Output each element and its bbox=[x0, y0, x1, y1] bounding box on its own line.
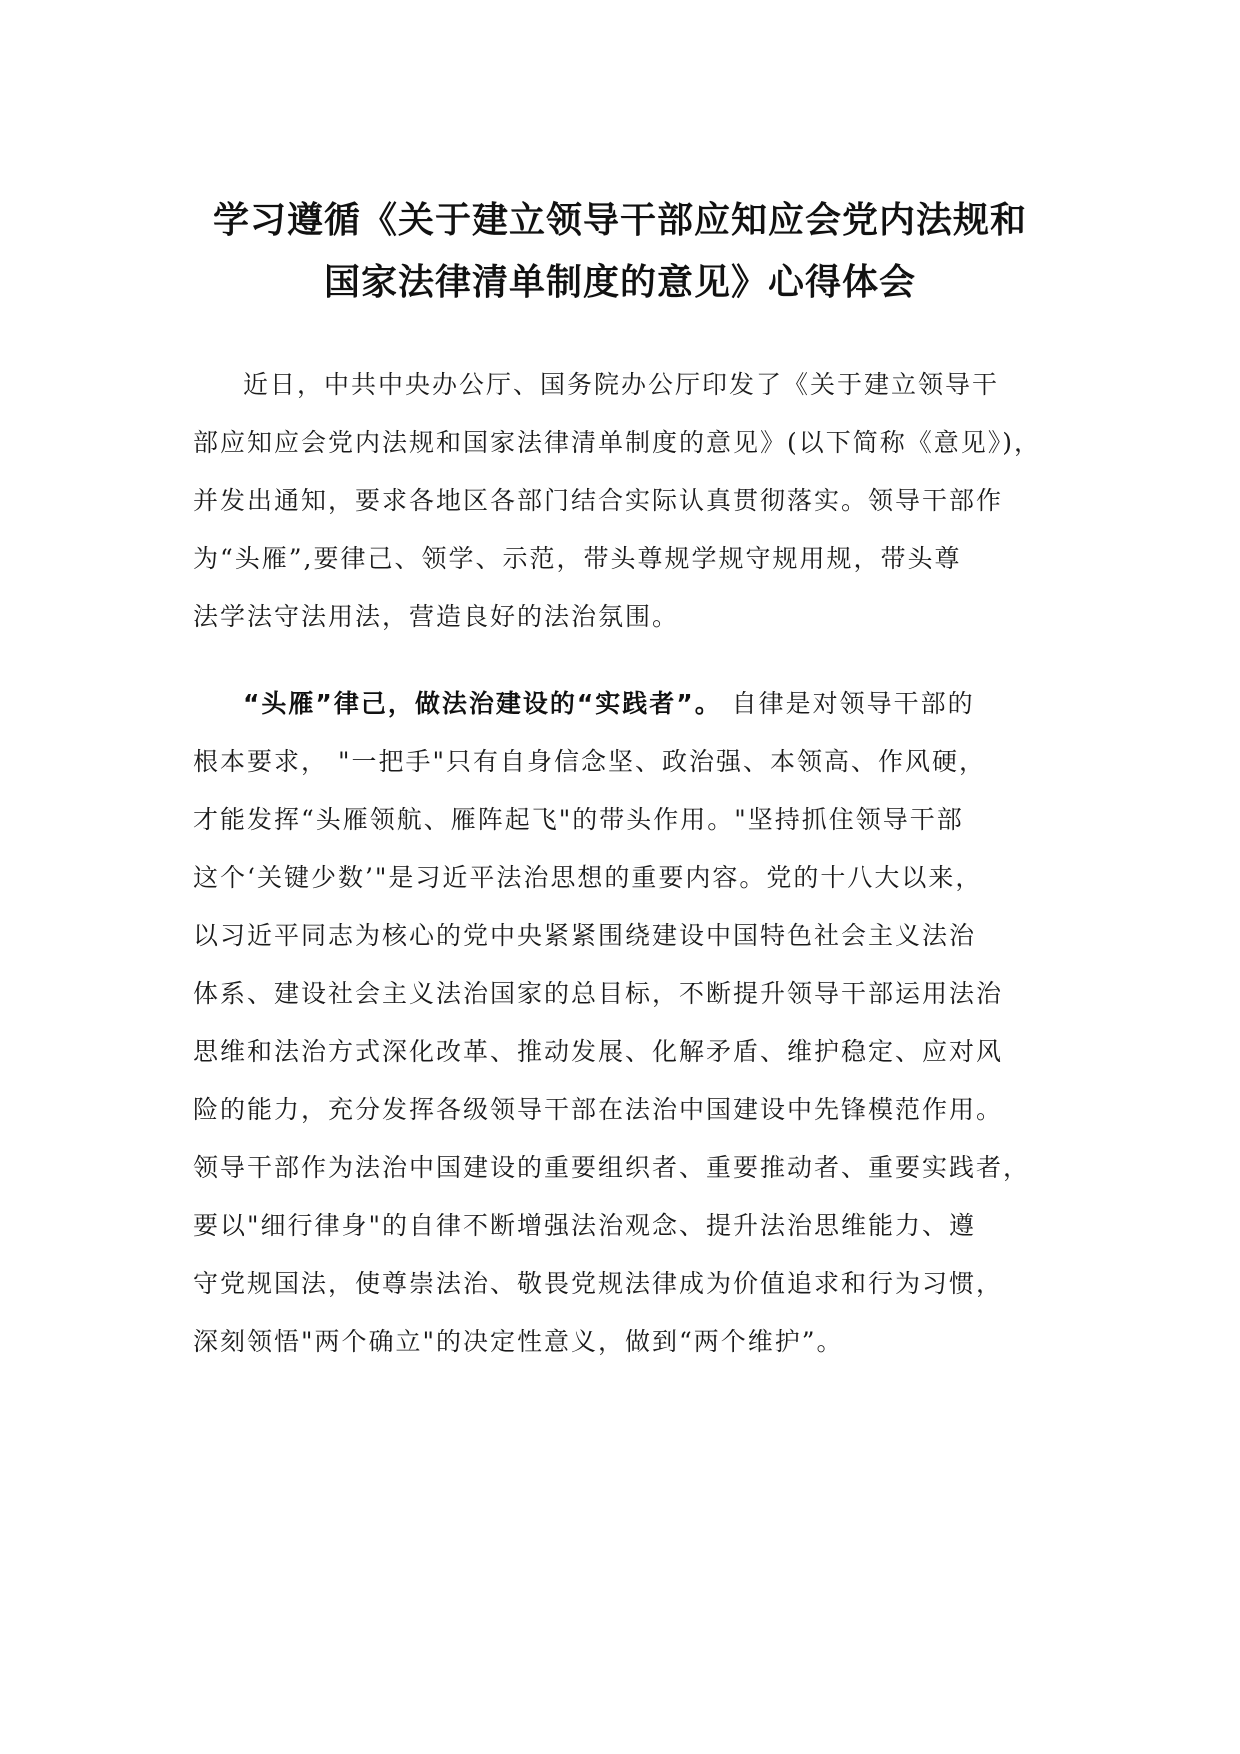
paragraph-line: 领导干部作为法治中国建设的重要组织者、重要推动者、重要实践者， bbox=[193, 1153, 1031, 1182]
paragraph-line: 深刻领悟"两个确立"的决定性意义，做到“两个维护”。 bbox=[193, 1327, 844, 1356]
paragraph-line: 法学法守法用法，营造良好的法治氛围。 bbox=[193, 602, 680, 631]
paragraph-line: 这个‘关键少数’"是习近平法治思想的重要内容。党的十八大以来， bbox=[193, 863, 983, 892]
paragraph-intro bbox=[193, 356, 1053, 646]
paragraph-line: 根本要求， "一把手"只有自身信念坚、政治强、本领高、作风硬， bbox=[193, 747, 986, 776]
title-line-1: 学习遵循《关于建立领导干部应知应会党内法规和 bbox=[212, 200, 1027, 241]
section-heading: “头雁”律己，做法治建设的“实践者”。 bbox=[243, 689, 722, 718]
paragraph-line: 思维和法治方式深化改革、推动发展、化解矛盾、维护稳定、应对风 bbox=[193, 1037, 1004, 1066]
paragraph-line: 才能发挥“头雁领航、雁阵起飞"的带头作用。"坚持抓住领导干部 bbox=[193, 805, 964, 834]
paragraph-line: 要以"细行律身"的自律不断增强法治观念、提升法治思维能力、遵 bbox=[193, 1211, 977, 1240]
paragraph-line: 近日，中共中央办公厅、国务院办公厅印发了《关于建立领导干 bbox=[243, 370, 1000, 399]
title-line-2: 国家法律清单制度的意见》心得体会 bbox=[323, 262, 916, 303]
paragraph-first-line bbox=[193, 675, 1053, 733]
paragraph-line: 体系、建设社会主义法治国家的总目标，不断提升领导干部运用法治 bbox=[193, 979, 1004, 1008]
paragraph-section-1 bbox=[193, 675, 1053, 1371]
paragraph-first-line-text: 自律是对领导干部的 bbox=[721, 689, 975, 718]
paragraph-line: 部应知应会党内法规和国家法律清单制度的意见》(以下简称《意见》)， bbox=[193, 428, 1042, 457]
document-title bbox=[140, 190, 1100, 314]
paragraph-line: 险的能力，充分发挥各级领导干部在法治中国建设中先锋模范作用。 bbox=[193, 1095, 1004, 1124]
paragraph-line: 为“头雁”,要律己、领学、示范，带头尊规学规守规用规，带头尊 bbox=[193, 544, 962, 573]
paragraph-line: 以习近平同志为核心的党中央紧紧围绕建设中国特色社会主义法治 bbox=[193, 921, 977, 950]
paragraph-line: 并发出通知，要求各地区各部门结合实际认真贯彻落实。领导干部作 bbox=[193, 486, 1004, 515]
paragraph-line: 守党规国法，使尊崇法治、敬畏党规法律成为价值追求和行为习惯， bbox=[193, 1269, 1004, 1298]
